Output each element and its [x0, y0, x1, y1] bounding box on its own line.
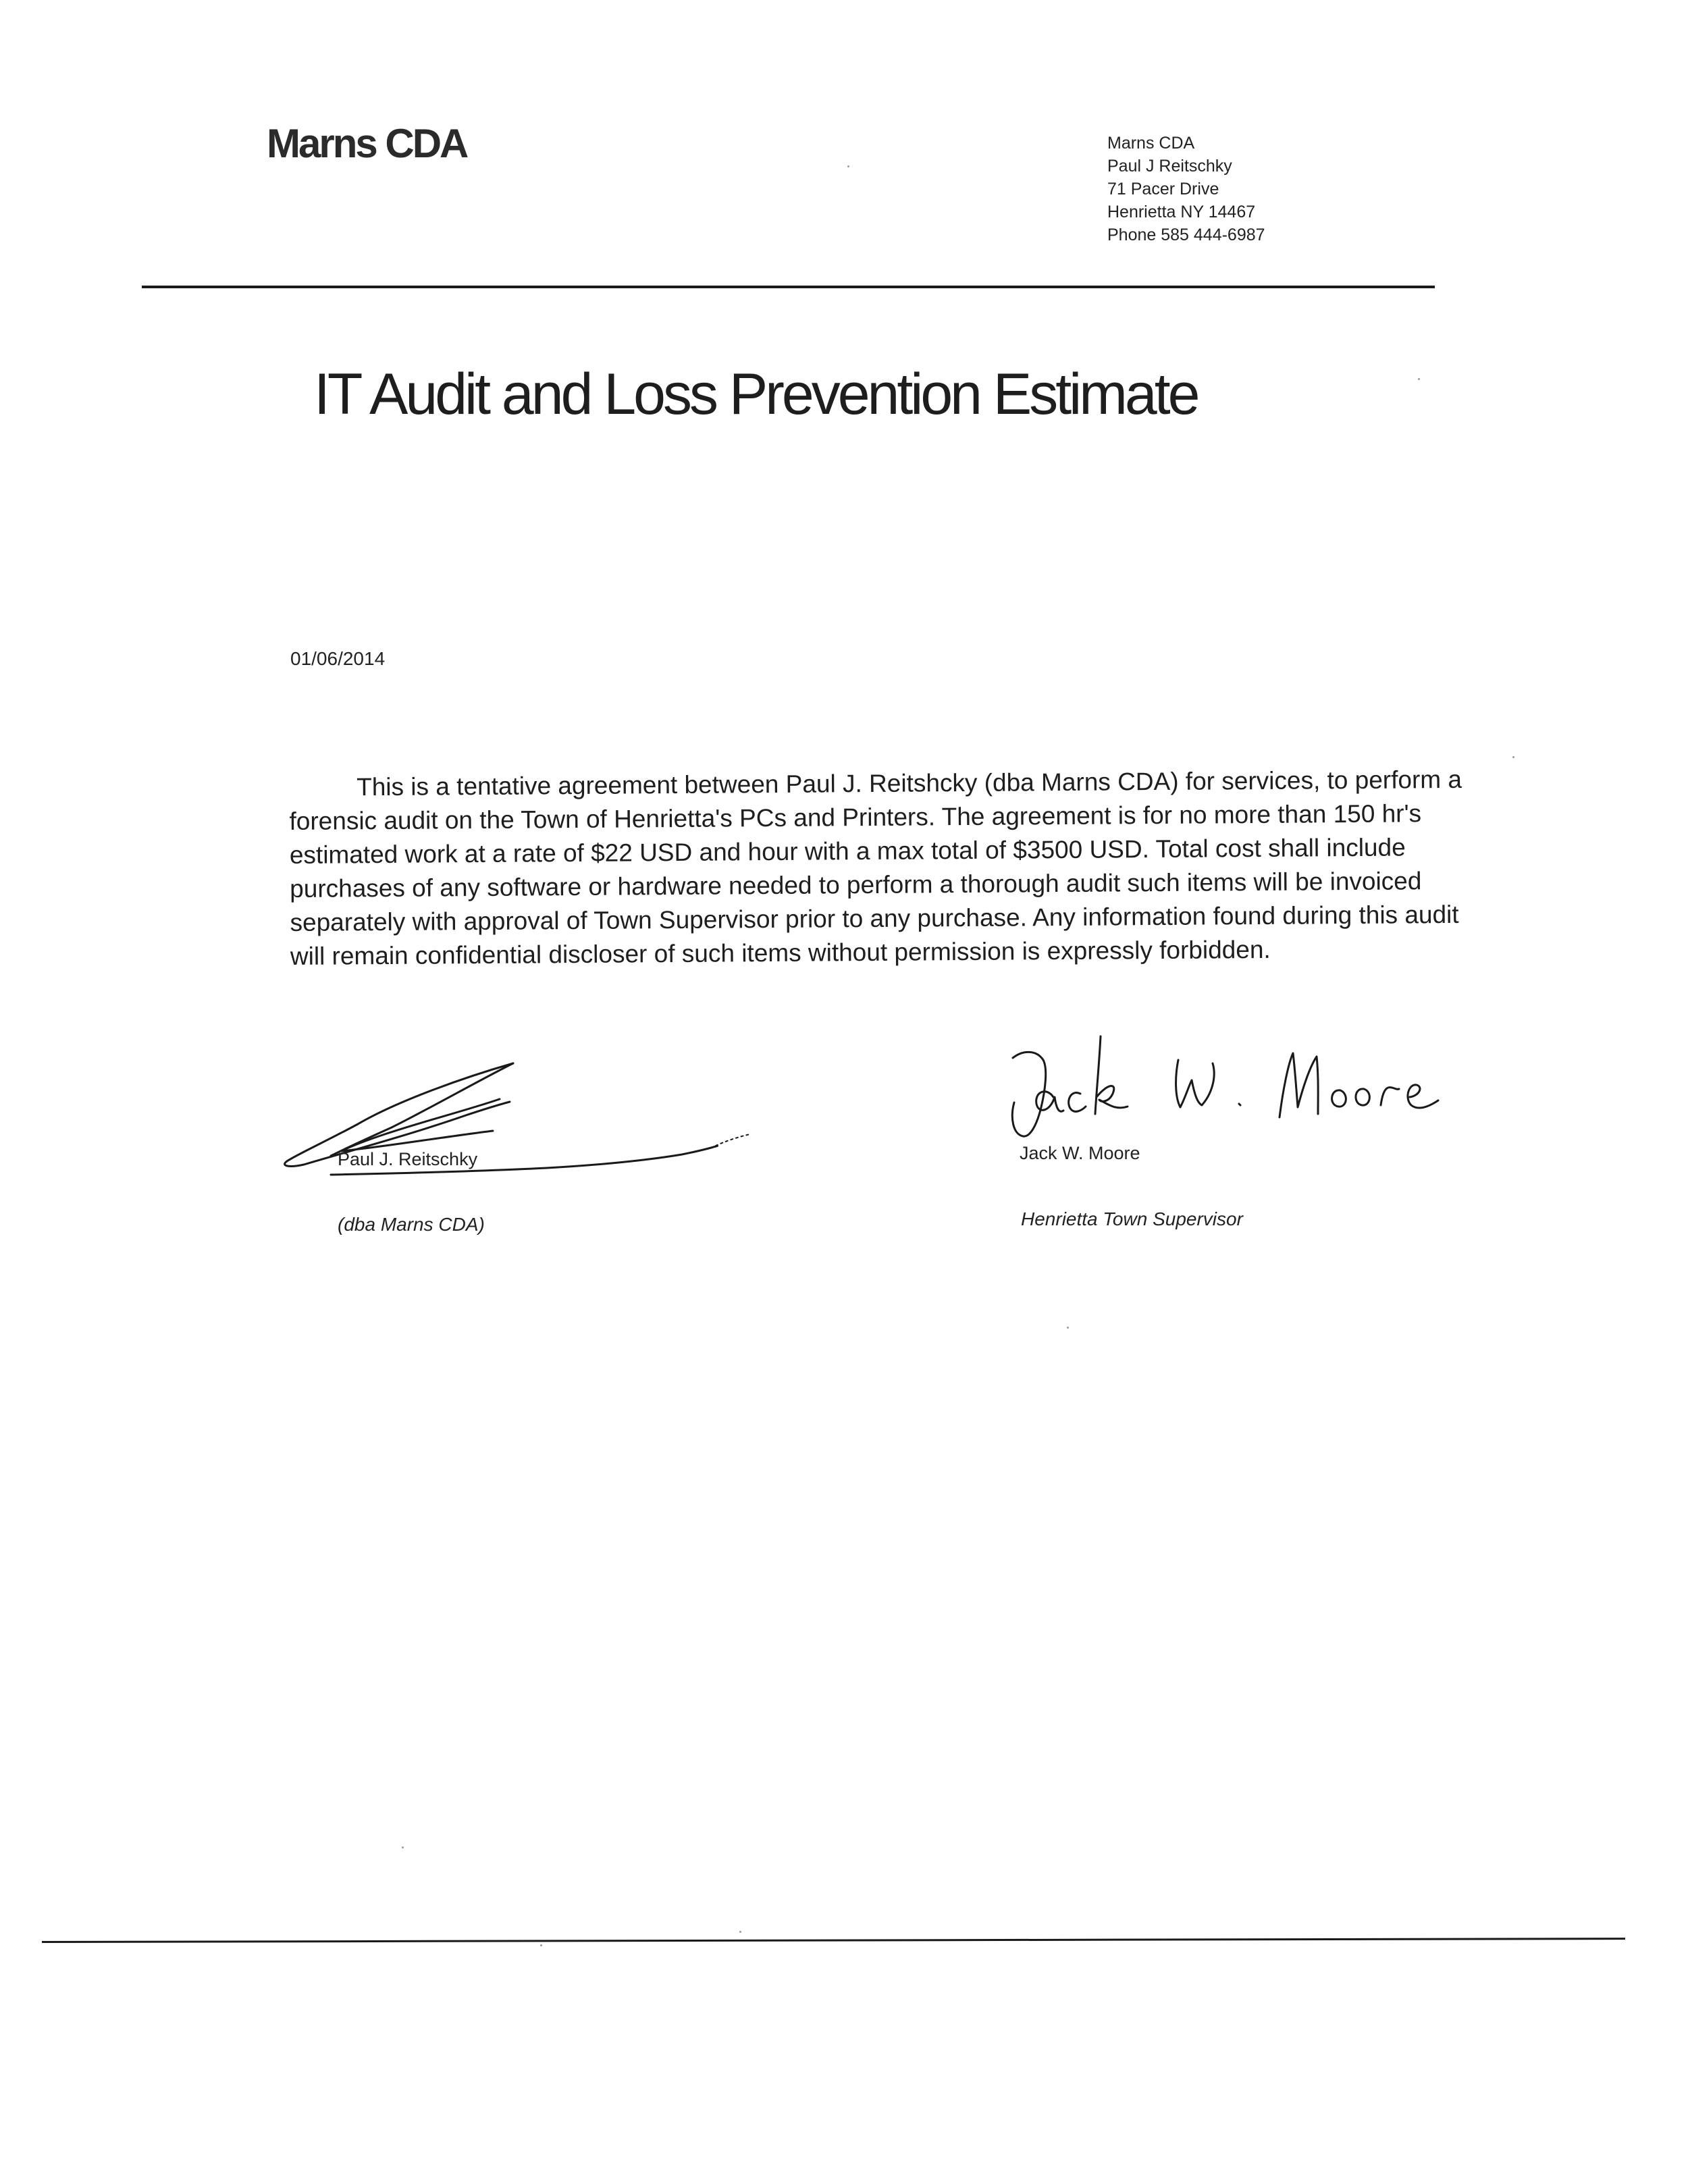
scan-speck: [1512, 756, 1514, 758]
signature-paul-reitschky: [277, 1060, 749, 1195]
paragraph-line: will remain confidential discloser of such items without permission is expressly forbidden.: [290, 935, 1271, 970]
scan-speck: [402, 1846, 404, 1848]
sender-address-block: [1107, 132, 1265, 246]
address-line: 71 Pacer Drive: [1107, 180, 1219, 198]
scan-speck: [847, 165, 849, 167]
signer-title-left: (dba Marns CDA): [338, 1214, 485, 1235]
scan-speck: [1067, 1327, 1069, 1329]
scan-speck: [1418, 378, 1420, 380]
signer-name-left: Paul J. Reitschky: [338, 1149, 478, 1169]
signer-title-right: Henrietta Town Supervisor: [1021, 1208, 1243, 1229]
paragraph-line: forensic audit on the Town of Henrietta's PCs and Printers. The agreement is for no more than 150 hr's: [289, 799, 1422, 835]
address-line: Marns CDA: [1107, 134, 1195, 153]
document-title: IT Audit and Loss Prevention Estimate: [314, 362, 1198, 427]
agreement-paragraph: [289, 762, 1506, 974]
address-line: Phone 585 444-6987: [1107, 225, 1265, 244]
company-logo: Marns CDA: [267, 121, 467, 166]
address-line: Henrietta NY 14467: [1107, 203, 1256, 221]
signer-name-right: Jack W. Moore: [1020, 1143, 1140, 1163]
scan-speck: [540, 1944, 542, 1946]
paragraph-line: purchases of any software or hardware needed to perform a thorough audit such items will be invoiced: [290, 867, 1422, 903]
signature-jack-moore: [1006, 1023, 1519, 1158]
paragraph-line: separately with approval of Town Supervisor prior to any purchase. Any information found during this audit: [290, 900, 1459, 936]
paragraph-line: estimated work at a rate of $22 USD and hour with a max total of $3500 USD. Total cost shall include: [289, 833, 1406, 869]
document-date: 01/06/2014: [290, 648, 386, 669]
footer-divider: [42, 1938, 1625, 1943]
scan-speck: [739, 1931, 741, 1933]
address-line: Paul J Reitschky: [1107, 157, 1232, 176]
header-divider: [142, 286, 1435, 288]
paragraph-line: This is a tentative agreement between Paul J. Reitshcky (dba Marns CDA) for services, to perform a: [357, 765, 1462, 801]
